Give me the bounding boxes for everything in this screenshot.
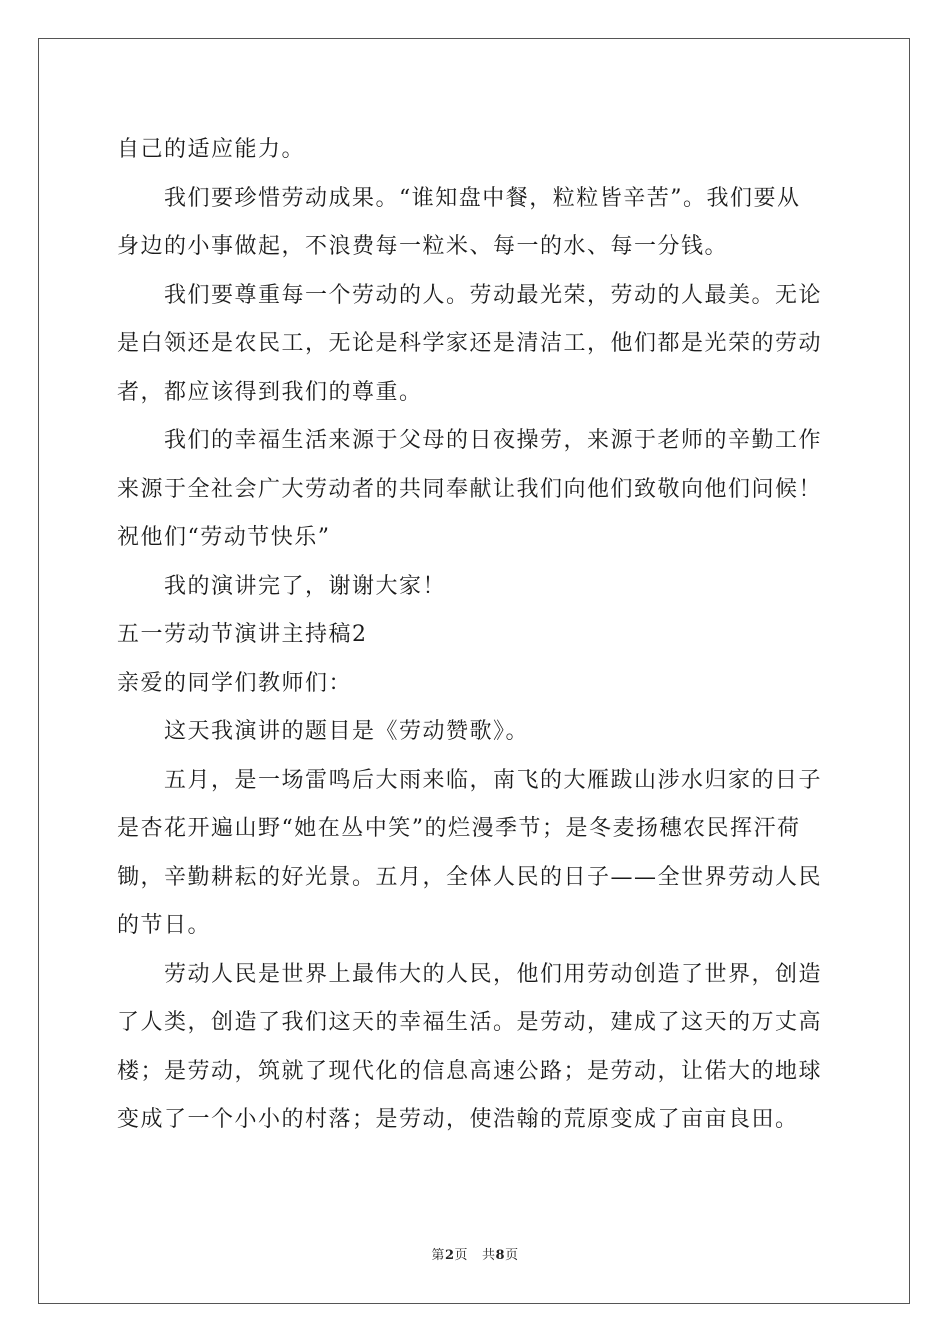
page-footer: [0, 1244, 950, 1263]
page-prefix: 第: [431, 1248, 445, 1263]
text-line: 者，都应该得到我们的尊重。: [117, 379, 423, 405]
document-body: [117, 126, 837, 1145]
text-line: 我们要尊重每一个劳动的人。劳动最光荣，劳动的人最美。无论: [164, 282, 823, 308]
current-page-number: 2: [444, 1248, 455, 1263]
total-suffix: 页: [505, 1248, 519, 1263]
text-line: 祝他们“劳动节快乐”: [117, 525, 331, 550]
text-line: 了人类，创造了我们这天的幸福生活。是劳动，建成了这天的万丈高: [117, 1010, 823, 1035]
text-line: 变成了一个小小的村落；是劳动，使浩翰的荒原变成了亩亩良田。: [117, 1107, 799, 1132]
text-line: 我们要珍惜劳动成果。“谁知盘中餐，粒粒皆辛苦”。我们要从: [164, 185, 801, 211]
text-line: 我们的幸福生活来源于父母的日夜操劳，来源于老师的辛勤工作: [164, 428, 823, 453]
text-line: 的节日。: [117, 913, 212, 938]
text-line: 来源于全社会广大劳动者的共同奉献让我们向他们致敬向他们问候！: [117, 476, 823, 502]
text-line: 身边的小事做起，不浪费每一粒米、每一的水、每一分钱。: [117, 234, 729, 259]
total-page-count: 8: [495, 1248, 506, 1263]
text-line: 亲爱的同学们教师们：: [117, 670, 353, 696]
text-line: 是白领还是农民工，无论是科学家还是清洁工，他们都是光荣的劳动: [117, 331, 823, 356]
text-line: 五月，是一场雷鸣后大雨来临，南飞的大雁跋山涉水归家的日子: [164, 767, 823, 793]
text-line: 自己的适应能力。: [117, 137, 306, 162]
text-line: 锄，辛勤耕耘的好光景。五月，全体人民的日子——全世界劳动人民: [117, 864, 823, 890]
page-suffix: 页: [454, 1248, 468, 1263]
text-line: 劳动人民是世界上最伟大的人民，他们用劳动创造了世界，创造: [164, 961, 823, 987]
text-line: 楼；是劳动，筑就了现代化的信息高速公路；是劳动，让偌大的地球: [117, 1058, 823, 1084]
text-line: 这天我演讲的题目是《劳动赞歌》。: [164, 719, 530, 744]
text-line: 五一劳动节演讲主持稿2: [117, 622, 368, 647]
text-line: 我的演讲完了，谢谢大家！: [164, 573, 447, 599]
total-prefix: 共: [482, 1248, 496, 1263]
text-line: 是杏花开遍山野“她在丛中笑”的烂漫季节；是冬麦扬穗农民挥汗荷: [117, 816, 801, 841]
